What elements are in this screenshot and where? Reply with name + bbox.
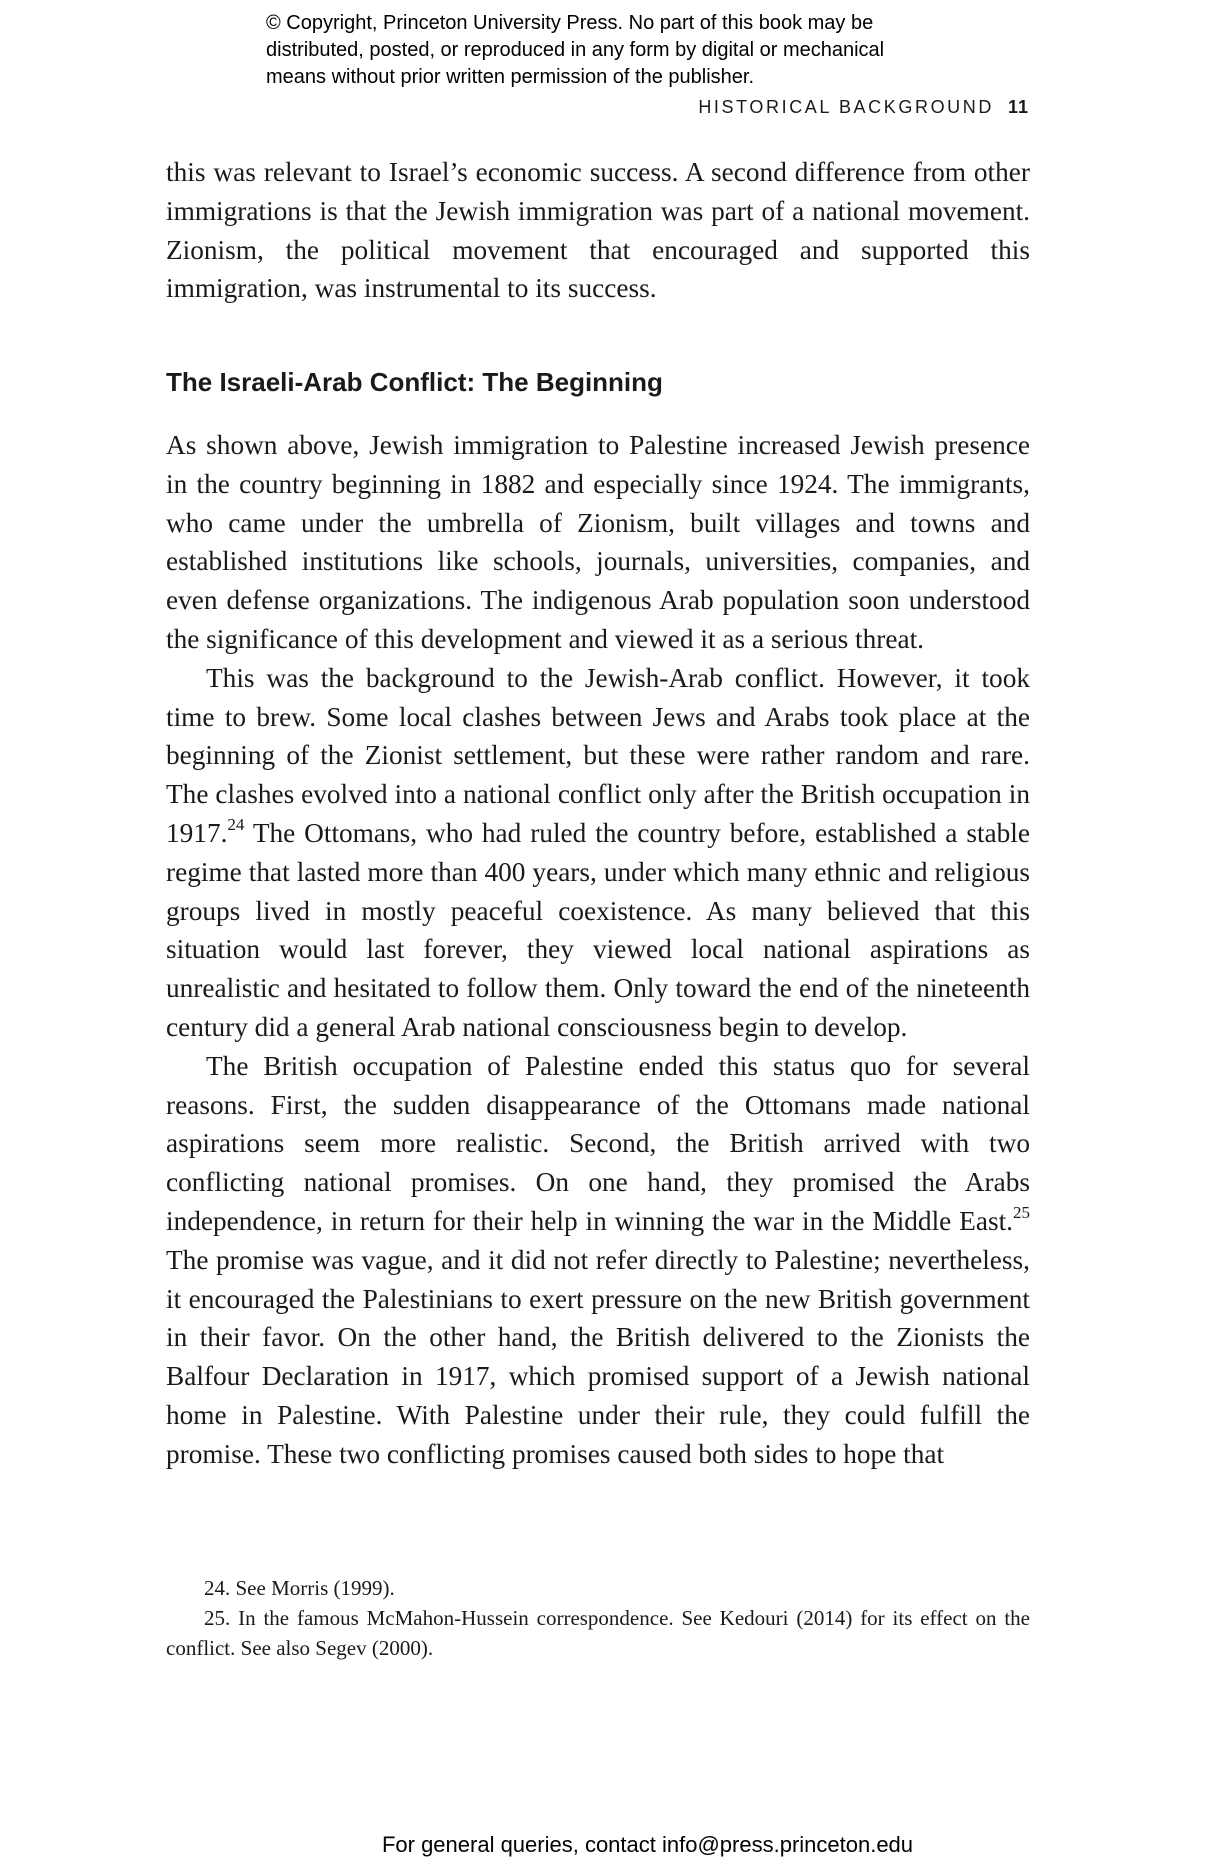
copyright-line-3: means without prior written permission of the publisher. (266, 66, 755, 88)
paragraph-1: As shown above, Jewish immigration to Palestine increased Jewish presence in the country beginning in 1882 and especially since 1924. The immigrants, who came under the umbrella of Zionism, built villages and towns and established institutions like schools, journals, universities, companies, and even defense organizations. The indigenous Arab population soon understood the significance of this development and viewed it as a serious threat. (166, 430, 1030, 654)
running-head-title: HISTORICAL BACKGROUND (698, 97, 994, 117)
copyright-notice (266, 10, 1026, 91)
paragraph-2 (166, 659, 1030, 1047)
footnote-25: 25. In the famous McMahon-Hussein correspondence. See Kedouri (2014) for its effect on the conflict. See also Segev (2000). (166, 1606, 1030, 1660)
copyright-line-1: © Copyright, Princeton University Press. No part of this book may be (266, 12, 874, 34)
footer-contact-text: For general queries, contact info@press.princeton.edu (381, 1832, 914, 1857)
running-head (698, 97, 1029, 118)
paragraph-intro: this was relevant to Israel’s economic success. A second difference from other immigrations is that the Jewish immigration was part of a national movement. Zionism, the political movement that encouraged and supported this immigration, was instrumental to its success. (166, 157, 1030, 304)
paragraph-3-text-b: The promise was vague, and it did not refer directly to Palestine; nevertheless, it encouraged the Palestinians to exert pressure on the new British government in their favor. On the other hand, the British delivered to the Zionists the Balfour Declaration in 1917, which promised support of a Jewish national home in Palestine. With Palestine under their rule, they could fulfill the promise. These two conflicting promises caused both sides to hope that (166, 1244, 1030, 1469)
copyright-line-2: distributed, posted, or reproduced in any form by digital or mechanical (266, 39, 885, 61)
footnote-ref-25: 25 (1013, 1202, 1030, 1222)
footnote-24: 24. See Morris (1999). (204, 1576, 395, 1600)
body-text-main (166, 426, 1030, 1474)
footer-contact (0, 1834, 1225, 1856)
section-heading: The Israeli-Arab Conflict: The Beginning (166, 367, 663, 397)
page-number: 11 (1007, 97, 1029, 117)
body-text-top (166, 153, 1030, 308)
paragraph-2-text-a: This was the background to the Jewish-Arab conflict. However, it took time to brew. Some local clashes between Jews and Arabs took place at the beginning of the Zionist settlement, but these were rather random and rare. The clashes evolved into a national conflict only after the British occupation in 1917. (166, 662, 1030, 848)
paragraph-3-text-a: The British occupation of Palestine ended this status quo for several reasons. First, the sudden disappearance of the Ottomans made national aspirations seem more realistic. Second, the British arrived with two conflicting national promises. On one hand, they promised the Arabs independence, in return for their help in winning the war in the Middle East. (166, 1050, 1030, 1236)
footnotes (166, 1573, 1030, 1663)
paragraph-3 (166, 1047, 1030, 1474)
footnote-ref-24: 24 (227, 814, 245, 834)
paragraph-2-text-b: The Ottomans, who had ruled the country before, established a stable regime that lasted more than 400 years, under which many ethnic and religious groups lived in mostly peaceful coexistence. As many believed that this situation would last forever, they viewed local national aspirations as unrealistic and hesitated to follow them. Only toward the end of the nineteenth century did a general Arab national consciousness begin to develop. (166, 817, 1030, 1042)
